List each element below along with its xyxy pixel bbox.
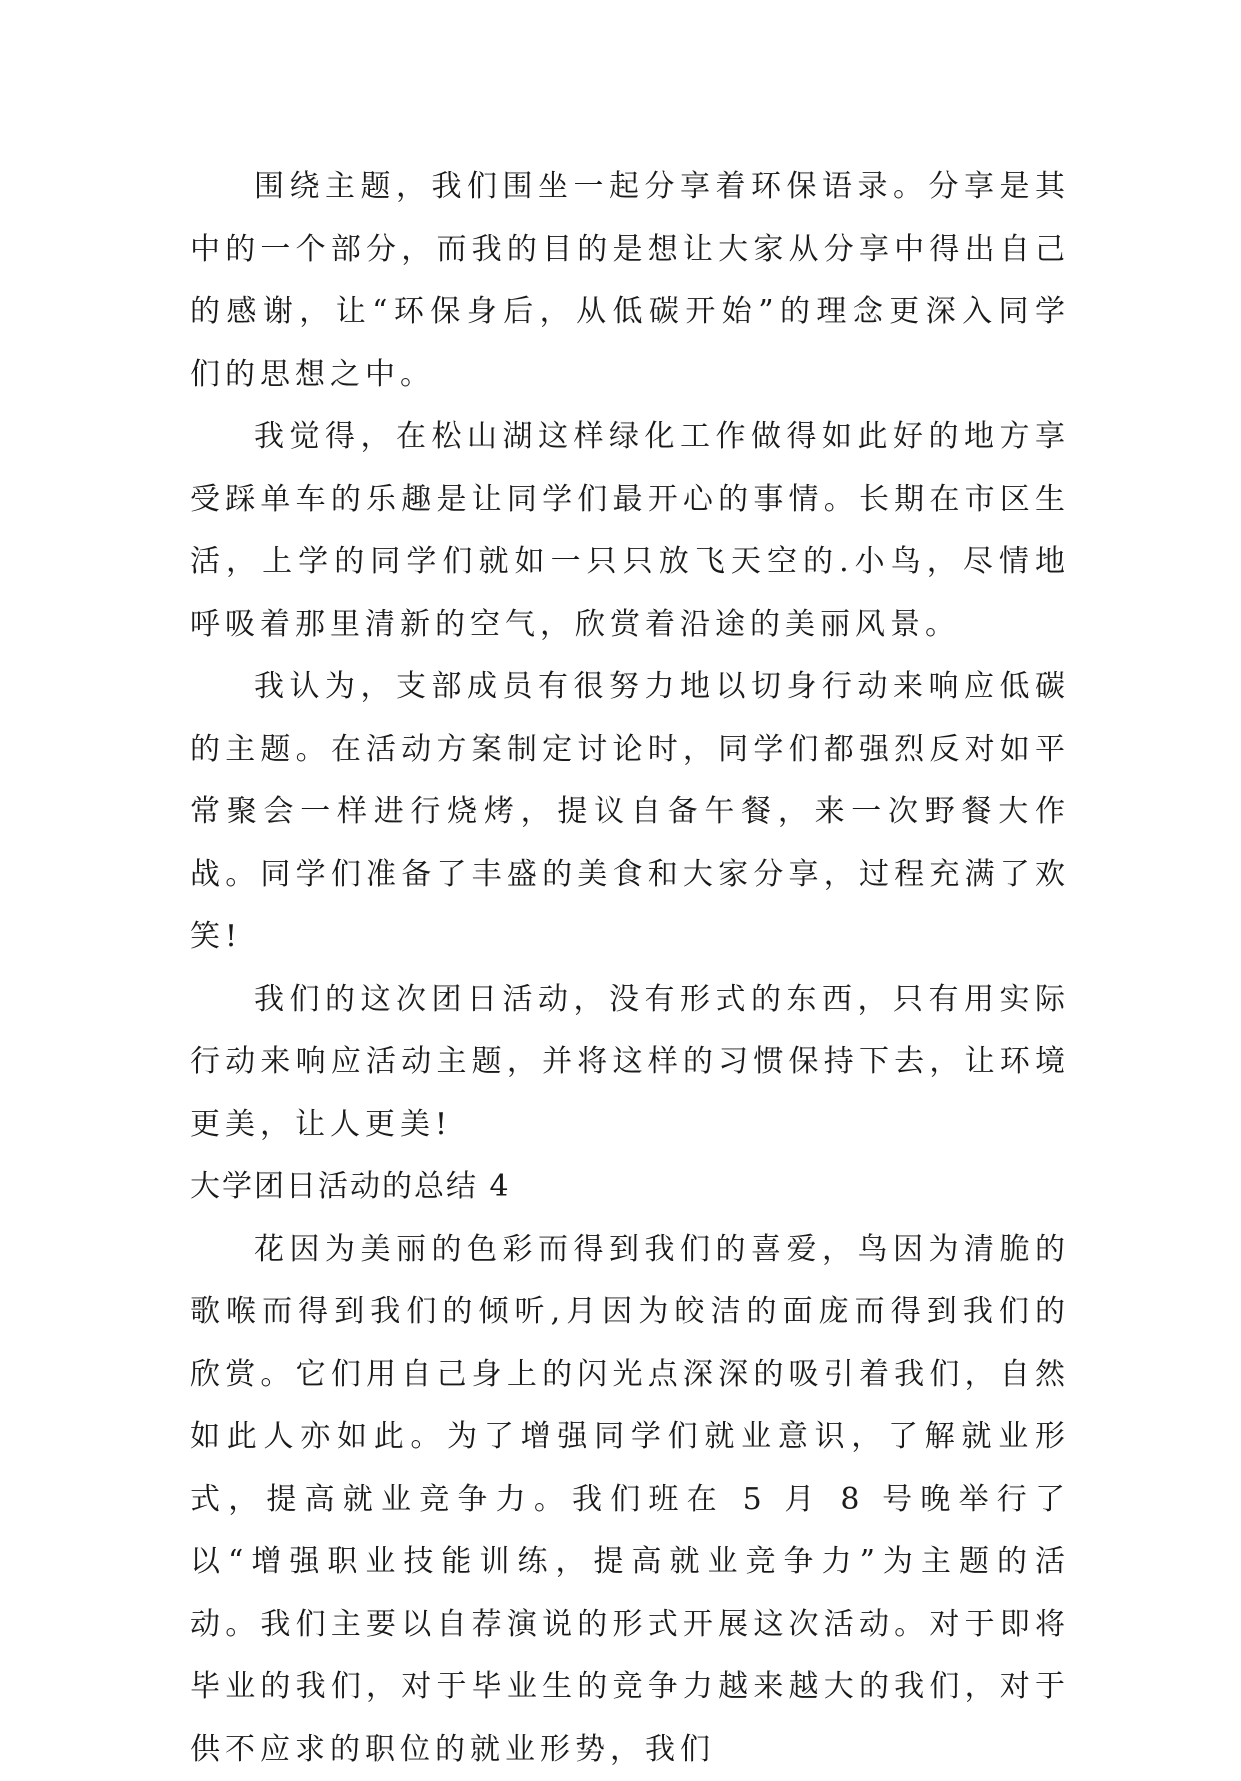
paragraph: 我认为，支部成员有很努力地以切身行动来响应低碳的主题。在活动方案制定讨论时，同学们都强烈反对如平常聚会一样进行烧烤，提议自备午餐，来一次野餐大作战。同学们准备了丰盛的美食和大家分享，过程充满了欢笑! — [190, 656, 1070, 969]
paragraph: 围绕主题，我们围坐一起分享着环保语录。分享是其中的一个部分，而我的目的是想让大家从分享中得出自己的感谢，让“环保身后，从低碳开始”的理念更深入同学们的思想之中。 — [190, 156, 1070, 406]
paragraph: 花因为美丽的色彩而得到我们的喜爱，鸟因为清脆的歌喉而得到我们的倾听,月因为皎洁的面庞而得到我们的欣赏。它们用自己身上的闪光点深深的吸引着我们，自然如此人亦如此。为了增强同学们就业意识，了解就业形式，提高就业竞争力。我们班在 5 月 8 号晚举行了以“增强职业技能训练，提高就业竞争力”为主题的活动。我们主要以自荐演说的形式开展这次活动。对于即将毕业的我们，对于毕业生的竞争力越来越大的我们，对于供不应求的职位的就业形势，我们 — [190, 1219, 1070, 1781]
paragraph: 我觉得，在松山湖这样绿化工作做得如此好的地方享受踩单车的乐趣是让同学们最开心的事情。长期在市区生活，上学的同学们就如一只只放飞天空的.小鸟，尽情地呼吸着那里清新的空气，欣赏着沿途的美丽风景。 — [190, 406, 1070, 656]
section-heading: 大学团日活动的总结 4 — [190, 1156, 1070, 1219]
paragraph: 我们的这次团日活动，没有形式的东西，只有用实际行动来响应活动主题，并将这样的习惯保持下去，让环境更美，让人更美! — [190, 969, 1070, 1157]
document-body — [190, 156, 1070, 1781]
